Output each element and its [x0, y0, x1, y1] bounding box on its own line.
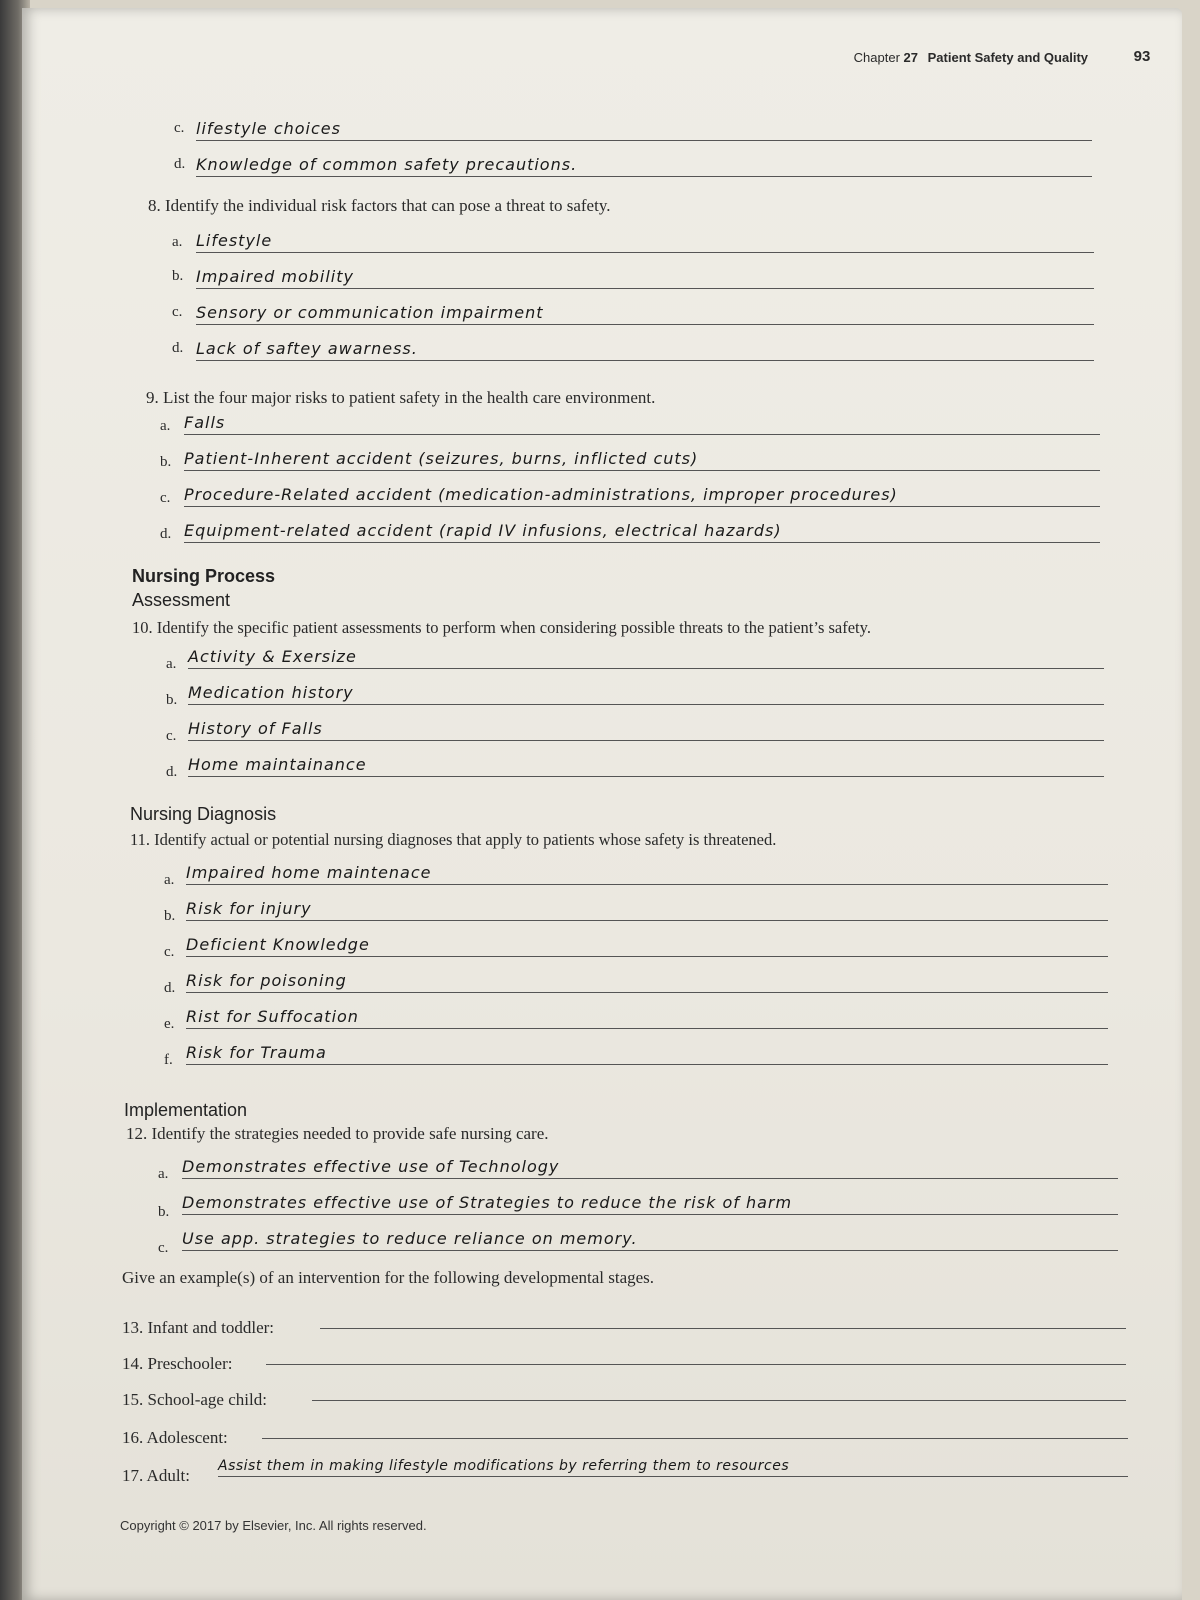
- answer-letter: b.: [172, 268, 184, 284]
- section-heading-implementation: Implementation: [124, 1100, 248, 1120]
- answer-letter: a.: [164, 872, 175, 888]
- answer-line: [186, 1006, 1108, 1029]
- answer-letter: c.: [172, 304, 183, 320]
- section-heading-assessment: Assessment: [132, 590, 231, 610]
- answer-line: [320, 1306, 1126, 1329]
- handwritten-answer: Use app. strategies to reduce reliance on memory.: [182, 1229, 638, 1248]
- answer-letter: c.: [166, 728, 177, 744]
- answer-line: [312, 1378, 1126, 1401]
- answer-line: [186, 862, 1108, 885]
- answer-letter: c.: [160, 490, 171, 506]
- question-14: 14. Preschooler:: [122, 1354, 233, 1373]
- answer-letter: a.: [160, 418, 171, 434]
- handwritten-answer: lifestyle choices: [196, 119, 341, 138]
- answer-line: [186, 1042, 1108, 1065]
- answer-line: [186, 934, 1108, 957]
- handwritten-answer: Rist for Suffocation: [186, 1007, 359, 1026]
- answer-line: [184, 520, 1100, 543]
- handwritten-answer: Patient-Inherent accident (seizures, burns, inflicted cuts): [184, 449, 699, 468]
- answer-line: [184, 412, 1100, 435]
- question-13: 13. Infant and toddler:: [122, 1318, 275, 1337]
- answer-line: [262, 1416, 1128, 1439]
- answer-letter: d.: [160, 526, 172, 542]
- answer-line: [188, 682, 1104, 705]
- handwritten-answer: Risk for injury: [186, 899, 312, 918]
- handwritten-answer: Procedure-Related accident (medication-administrations, improper procedures): [184, 485, 898, 504]
- answer-line: [188, 646, 1104, 669]
- answer-line: [184, 448, 1100, 471]
- handwritten-answer: Lack of saftey awarness.: [196, 339, 418, 358]
- developmental-stages-intro: Give an example(s) of an intervention for the following developmental stages.: [122, 1268, 655, 1287]
- copyright-notice: Copyright © 2017 by Elsevier, Inc. All rights reserved.: [120, 1518, 427, 1533]
- question-16: 16. Adolescent:: [122, 1428, 228, 1447]
- answer-letter: b.: [164, 908, 176, 924]
- handwritten-answer: Demonstrates effective use of Technology: [182, 1157, 560, 1176]
- answer-letter: a.: [166, 656, 177, 672]
- answer-letter: a.: [172, 234, 183, 250]
- answer-letter: c.: [174, 120, 185, 136]
- answer-line: [184, 484, 1100, 507]
- answer-letter: d.: [164, 980, 176, 996]
- handwritten-answer: Activity & Exersize: [188, 647, 357, 666]
- question-12: 12. Identify the strategies needed to provide safe nursing care.: [126, 1124, 549, 1143]
- handwritten-answer: Lifestyle: [196, 231, 273, 250]
- question-8: 8. Identify the individual risk factors that can pose a threat to safety.: [148, 196, 611, 215]
- answer-line: [188, 718, 1104, 741]
- handwritten-answer: Impaired home maintenace: [186, 863, 432, 882]
- answer-line: [196, 154, 1092, 177]
- answer-line: [196, 230, 1094, 253]
- question-15: 15. School-age child:: [122, 1390, 267, 1409]
- handwritten-answer: Assist them in making lifestyle modifications by referring them to resources: [218, 1458, 790, 1474]
- question-10: 10. Identify the specific patient assessments to perform when considering possible threats to the patient’s safety.: [132, 618, 871, 637]
- page-number: 93: [1133, 48, 1151, 65]
- handwritten-answer: Sensory or communication impairment: [196, 303, 544, 322]
- handwritten-answer: Demonstrates effective use of Strategies to reduce the risk of harm: [182, 1193, 793, 1212]
- answer-line: [218, 1454, 1128, 1477]
- page-header: [853, 48, 1151, 65]
- answer-letter: e.: [164, 1016, 175, 1032]
- answer-line: [182, 1192, 1118, 1215]
- question-17: 17. Adult:: [122, 1466, 191, 1485]
- answer-letter: a.: [158, 1166, 169, 1182]
- answer-line: [266, 1342, 1126, 1365]
- chapter-title: Patient Safety and Quality: [927, 50, 1088, 65]
- answer-letter: d.: [166, 764, 178, 780]
- answer-letter: d.: [174, 156, 186, 172]
- answer-line: [196, 118, 1092, 141]
- chapter-number: 27: [903, 50, 918, 65]
- answer-line: [188, 754, 1104, 777]
- handwritten-answer: Home maintainance: [188, 755, 367, 774]
- handwritten-answer: Medication history: [188, 683, 354, 702]
- handwritten-answer: Knowledge of common safety precautions.: [196, 155, 578, 174]
- answer-letter: c.: [164, 944, 175, 960]
- question-9: 9. List the four major risks to patient safety in the health care environment.: [146, 388, 656, 407]
- question-11: 11. Identify actual or potential nursing diagnoses that apply to patients whose safety is threatened.: [130, 830, 777, 849]
- chapter-label: Chapter: [853, 50, 900, 65]
- handwritten-answer: Equipment-related accident (rapid IV infusions, electrical hazards): [184, 521, 782, 540]
- answer-line: [186, 898, 1108, 921]
- handwritten-answer: Falls: [184, 413, 226, 432]
- handwritten-answer: Impaired mobility: [196, 267, 354, 286]
- answer-line: [182, 1228, 1118, 1251]
- section-heading-nursing-diagnosis: Nursing Diagnosis: [130, 804, 277, 824]
- handwritten-answer: Deficient Knowledge: [186, 935, 370, 954]
- answer-line: [196, 266, 1094, 289]
- answer-letter: d.: [172, 340, 184, 356]
- answer-letter: f.: [164, 1052, 173, 1068]
- answer-letter: c.: [158, 1240, 169, 1256]
- answer-line: [196, 302, 1094, 325]
- handwritten-answer: Risk for poisoning: [186, 971, 347, 990]
- answer-letter: b.: [166, 692, 178, 708]
- answer-letter: b.: [160, 454, 172, 470]
- handwritten-answer: Risk for Trauma: [186, 1043, 327, 1062]
- answer-line: [186, 970, 1108, 993]
- answer-letter: b.: [158, 1204, 170, 1220]
- handwritten-answer: History of Falls: [188, 719, 323, 738]
- answer-line: [182, 1156, 1118, 1179]
- answer-line: [196, 338, 1094, 361]
- section-heading-nursing-process: Nursing Process: [132, 566, 276, 586]
